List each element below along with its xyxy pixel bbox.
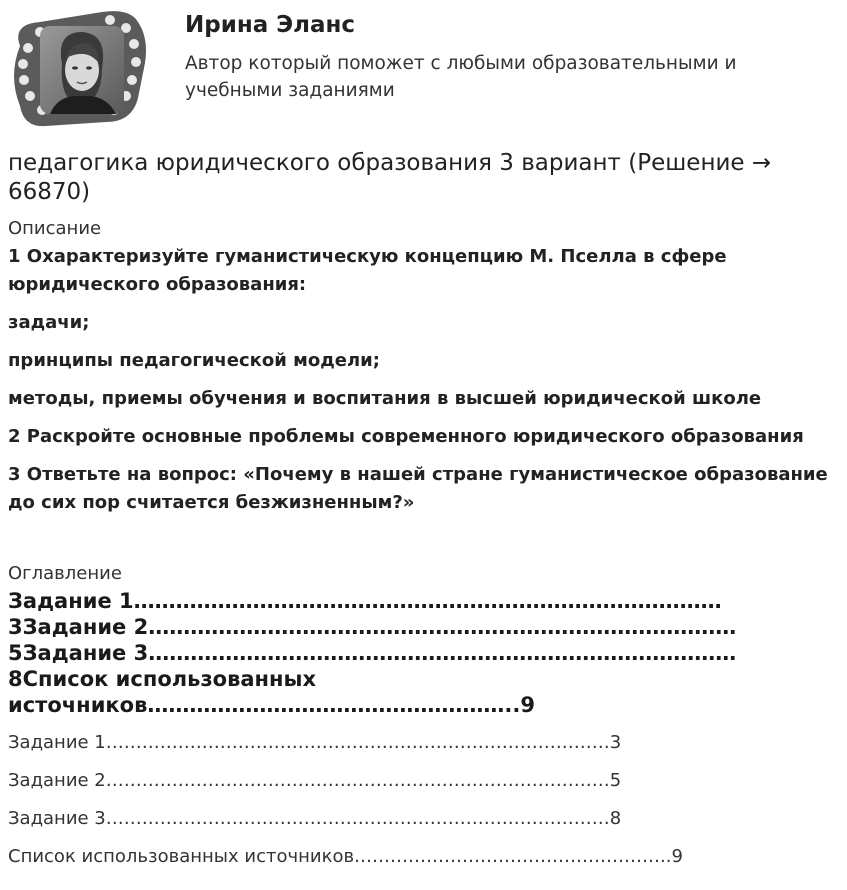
- toc-item: Список использованных источников……………………………………………..9: [8, 846, 683, 867]
- description-paragraph: методы, приемы обучения и воспитания в высшей юридической школе: [8, 388, 762, 409]
- description-paragraph: 1 Охарактеризуйте гуманистическую концепцию М. Пселла в сфере юридического образования:: [8, 246, 727, 295]
- toc-label: Оглавление: [8, 563, 122, 584]
- table-of-contents: [8, 729, 828, 881]
- author-name[interactable]: Ирина Эланс: [185, 12, 356, 38]
- description-text: [8, 243, 838, 527]
- toc-bold-block: Задание 1…………………………………………………………………………3Задание 2…………………………………………………………………………5Задание 3…………………………………………………………………………8Список использованных источников……………………………………………..9: [8, 589, 737, 717]
- description-paragraph: принципы педагогической модели;: [8, 350, 380, 371]
- toc-item: Задание 2…………………………………………………………………………5: [8, 770, 622, 791]
- description-paragraph: задачи;: [8, 312, 90, 333]
- description-paragraph: 3 Ответьте на вопрос: «Почему в нашей стране гуманистическое образование до сих пор считается безжизненным?»: [8, 464, 828, 513]
- description-paragraph: 2 Раскройте основные проблемы современного юридического образования: [8, 426, 804, 447]
- author-card: [0, 0, 847, 140]
- description-label: Описание: [8, 218, 102, 239]
- work-title: педагогика юридического образования 3 вариант (Решение → 66870): [8, 150, 772, 205]
- toc-item: Задание 1…………………………………………………………………………3: [8, 732, 622, 753]
- author-description: Автор который поможет с любыми образовательными и учебными заданиями: [185, 53, 737, 101]
- toc-item: Задание 3…………………………………………………………………………8: [8, 808, 622, 829]
- author-avatar[interactable]: [6, 6, 152, 128]
